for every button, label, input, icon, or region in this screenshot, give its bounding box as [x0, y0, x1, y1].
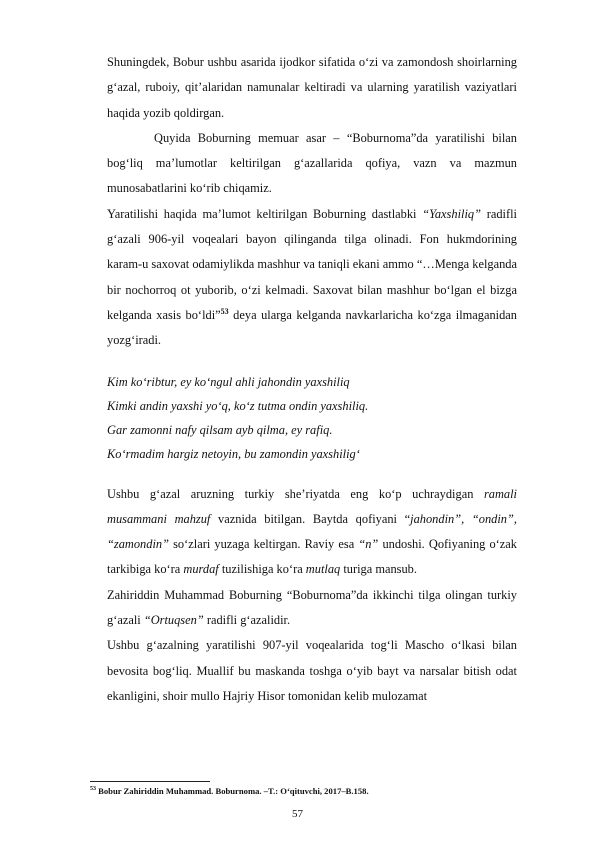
poem-line: Kim ko‘ribtur, ey ko‘ngul ahli jahondin yaxshiliq	[107, 374, 350, 389]
italic-meter: ramali musammani mahzuf	[107, 486, 517, 526]
paragraph-second-ghazal	[107, 583, 517, 634]
footnote	[90, 784, 369, 797]
footnote-divider	[90, 781, 210, 782]
paragraph-intro: Shuningdek, Bobur ushbu asarida ijodkor sifatida o‘zi va zamondosh shoirlarning g‘azal, ruboiy, qit’alaridan namunalar keltiradi va ularning yaratilish vaziyatlari haqida yozib qoldirgan.	[107, 55, 517, 120]
paragraph-first-ghazal	[107, 202, 517, 354]
text-span: Ushbu g‘azal aruzning turkiy she’riyatda eng ko‘p uchraydigan	[107, 486, 484, 501]
italic-murdaf: murdaf	[183, 562, 219, 577]
italic-radif: “Ortuqsen”	[143, 613, 204, 628]
text-span: radifli g‘azalidir.	[203, 613, 291, 628]
italic-rhymes: jahondin”, “ondin”, “zamondin”	[107, 511, 517, 552]
poem-line: Ko‘rmadim hargiz netoyin, bu zamondin yaxshilig‘	[107, 446, 360, 461]
italic-radif: “Yaxshiliq”	[422, 206, 481, 221]
text-span: undoshi. Qofiyaning o‘zak tarkibiga ko‘ra	[107, 537, 517, 577]
footnote-reference: 53	[220, 306, 229, 316]
text-span: Yaratilishi haqida ma’lumot keltirilgan Boburning dastlabki	[107, 206, 423, 221]
text-span: turiga mansub.	[340, 562, 417, 577]
poem-line: Kimki andin yaxshi yo‘q, ko‘z tutma ondin yaxshiliq.	[107, 398, 369, 413]
page-number: 57	[292, 808, 303, 820]
poem-block	[107, 370, 517, 466]
italic-raviy: “n”	[358, 537, 379, 552]
text-span: Zahiriddin Muhammad Boburning “Boburnoma”da ikkinchi tilga olingan turkiy g‘azali	[107, 587, 517, 628]
paragraph-method: Quyida Boburning memuar asar – “Boburnoma”da yaratilishi bilan bog‘liq ma’lumotlar keltirilgan g‘azallarida qofiya, vazn va mazmun munosabatlarini ko‘rib chiqamiz.	[107, 130, 517, 196]
text-span: deya ularga kelganda navkarlaricha ko‘zga ilmaganidan yozg‘iradi.	[107, 307, 518, 348]
body-text	[107, 50, 517, 709]
text-span: vaznida bitilgan. Baytda qofiyani “	[210, 511, 411, 526]
text-span: radifli g‘azali 906-yil voqealari bayon qilinganda tilga olinadi. Fon hukmdorining karam-u saxovat odamiylikda mashhur va taniqli ekani ammo “…Menga kelganda bir nochorroq ot yuborib, o‘zi kelmadi. Saxovat bilan mashhur bo‘lgan el bizga kelganda xasis bo‘ldi”	[107, 206, 517, 322]
footnote-text: Bobur Zahiriddin Muhammad. Boburnoma. –T.: O‘qituvchi, 2017–B.158.	[96, 785, 369, 796]
text-span: so‘zlari yuzaga keltirgan. Raviy esa	[168, 537, 359, 552]
italic-mutlaq: mutlaq	[305, 562, 341, 577]
poem-line: Gar zamonni nafy qilsam ayb qilma, ey rafiq.	[107, 422, 333, 437]
paragraph-mascho: Ushbu g‘azalning yaratilishi 907-yil voqealarida tog‘li Mascho o‘lkasi bilan bevosita bog‘liq. Muallif bu maskanda toshga o‘yib bayt va narsalar bitish odat ekanligini, shoir mullo Hajriy Hisor tomonidan kelib mulozamat	[107, 638, 517, 703]
footnote-number: 53	[90, 786, 96, 792]
text-span: tuzilishiga ko‘ra	[218, 562, 306, 577]
paragraph-meter	[107, 482, 517, 583]
